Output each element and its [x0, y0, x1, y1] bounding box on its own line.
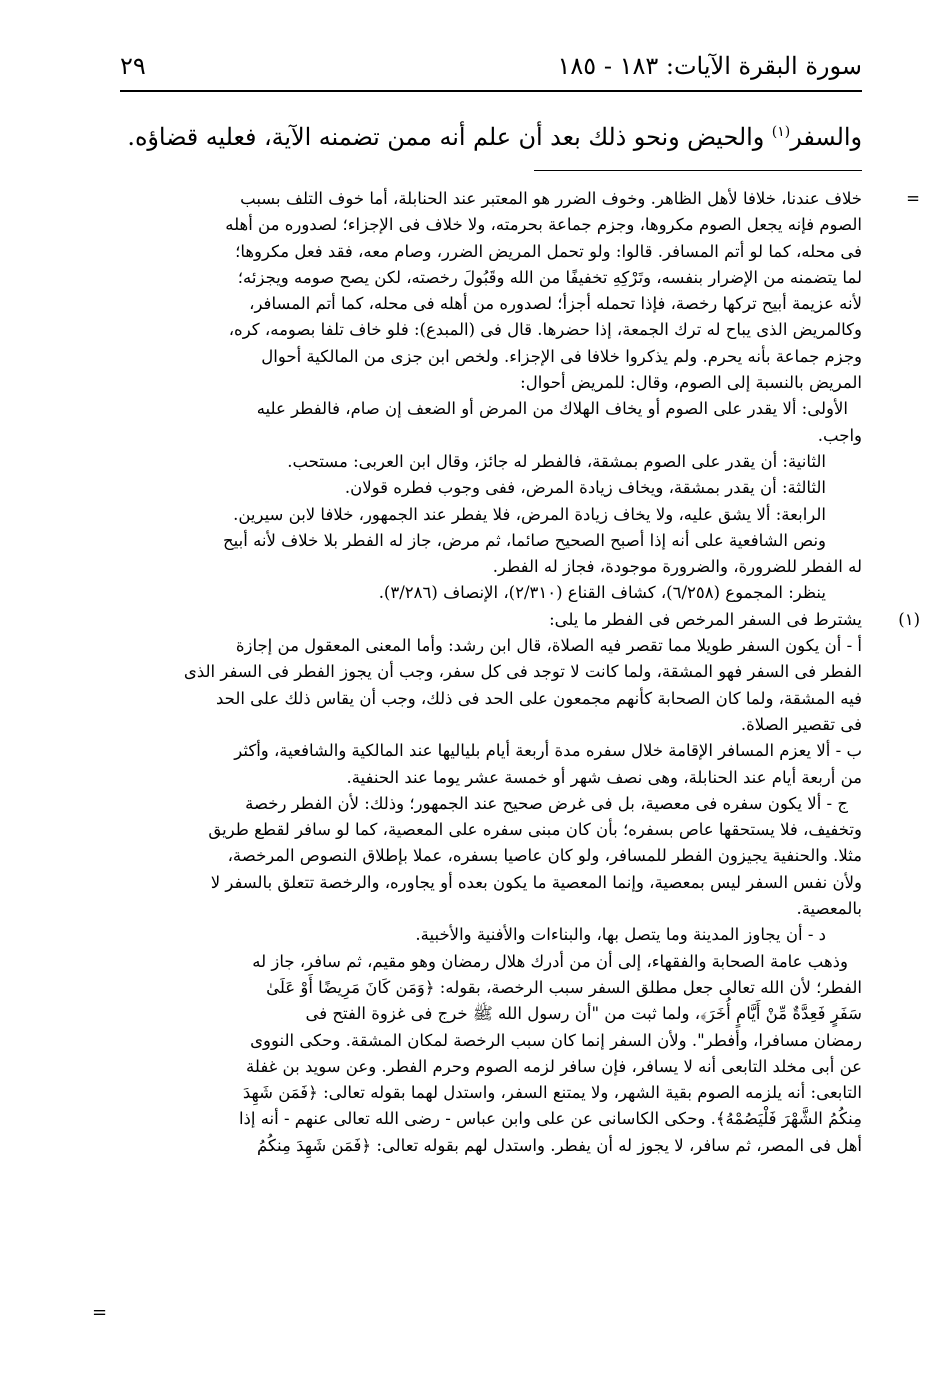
footnote-line: الصوم فإنه يجعل الصوم مكروها، وجزم جماعة بحرمته، ولا خلاف فى الإجزاء؛ لصدوره من أهله — [225, 215, 862, 235]
continuation-marker: = — [906, 189, 920, 208]
main-text — [120, 112, 862, 157]
footnote-line: عن أبى مخلد التابعى أنه لا يسافر، فإن سافر لزمه الصوم وحرم الفطر. وعن سويد بن غفلة — [246, 1056, 862, 1076]
footnote-line: لأنه عزيمة أبيح تركها رخصة، فإذا تحمله أجزأ؛ لصدوره من أهله فى محله، كما أتم المسافر، — [249, 294, 862, 314]
footnote-line: أهل فى المصر، ثم سافر، لا يجوز له أن يفطر. واستدل لهم بقوله تعالى: ﴿فَمَن شَهِدَ مِنكُمُ — [256, 1135, 862, 1155]
main-text-rest: والحيض ونحو ذلك بعد أن علم أنه ممن تضمنه الآية، فعليه قضاؤه. — [127, 122, 772, 151]
footnote-line: وكالمريض الذى يباح له ترك الجمعة، إذا حضرها. قال فى (المبدع): فلو خاف تلفا بصومه، كره، — [228, 320, 862, 340]
footnote-line: فى محله، كما لو أتم المسافر. قالوا: ولو تحمل المريض الضرر، وصام معه، فقد فعل مكروها؛ — [235, 241, 862, 261]
footnote-line: له الفطر للضرورة، والضرورة موجودة، فجاز له الفطر. — [492, 557, 862, 577]
footnote-line: من أربعة أيام عند الحنابلة، وهى نصف شهر أو خمسة عشر يوما عند الحنفية. — [346, 767, 862, 787]
footnote-line: الثانية: أن يقدر على الصوم بمشقة، فالفطر له جائز، وقال ابن العربى: مستحب. — [287, 451, 826, 471]
footnote-line: الثالثة: أن يقدر بمشقة، ويخاف زيادة المرض، ففى وجوب فطره قولان. — [344, 478, 826, 498]
footnote-line: بالمعصية. — [796, 899, 862, 919]
footnote-line: أ - أن يكون السفر طويلا مما تقصر فيه الصلاة، قال ابن رشد: وأما المعنى المعقول من إجازة — [235, 636, 862, 656]
footnote-line: مثلا. والحنفية يجيزون الفطر للمسافر، ولو كان عاصيا بسفره، عملا بإطلاق النصوص المرخصة، — [227, 846, 862, 866]
continued-marker: = — [92, 1302, 108, 1323]
footnote-line: الرابعة: ألا يشق عليه، ولا يخاف زيادة المرض، فلا يفطر عند الجمهور، خلافا لابن سيرين. — [233, 504, 826, 524]
footnote-line: وجزم جماعة بأنه يحرم. ولم يذكروا خلافا فى الإجزاء. ولخص ابن جزى من المالكية أحوال — [261, 346, 862, 366]
footnote-reference: (١) — [771, 124, 791, 140]
footnote-line: مِنكُمُ الشَّهْرَ فَلْيَصُمْهُ﴾. وحكى الكاسانى عن على وابن عباس - رضى الله تعالى عنهم - أنه إذا — [238, 1109, 862, 1129]
footnote-line: الفطر فى السفر فهو المشقة، ولما كانت لا توجد فى كل سفر، وجب أن يجوز الفطر فى السفر الذى — [183, 662, 862, 682]
footnote-line: ب - ألا يعزم المسافر الإقامة خلال سفره مدة أربعة أيام بلياليها عند المالكية والشافعية، وأكثر — [234, 741, 862, 761]
footnote-line: ينظر: المجموع (٦/٢٥٨)، كشاف القناع (٢/٣١٠)، الإنصاف (٣/٢٨٦). — [378, 583, 826, 603]
footnote-line: فى تقصير الصلاة. — [740, 714, 862, 734]
footnote-line: ج - ألا يكون سفره فى معصية، بل فى غرض صحيح عند الجمهور؛ وذلك: لأن الفطر رخصة — [245, 793, 848, 813]
page-header — [120, 52, 862, 88]
running-title: سورة البقرة الآيات: ١٨٣ - ١٨٥ — [557, 52, 862, 80]
footnote-line: فيه المشقة، ولما كان الصحابة كأنهم مجمعون على الحد فى ذلك، وجب أن يقاس ذلك على الحد — [216, 688, 862, 708]
footnote-line-text: يشترط فى السفر المرخص فى الفطر ما يلى: — [549, 609, 862, 629]
footnote-line: رمضان مسافرا، وأفطر". ولأن السفر إنما كان سبب الرخصة لمكان المشقة. وحكى النووى — [250, 1030, 862, 1050]
footnote-line — [120, 607, 920, 633]
footnote-line-text: خلاف عندنا، خلافا لأهل الظاهر. وخوف الضرر هو المعتبر عند الحنابلة، أما خوف التلف بسبب — [240, 189, 862, 208]
footnote-line: واجب. — [817, 425, 862, 445]
footnote-line: المريض بالنسبة إلى الصوم، وقال: للمريض أحوال: — [520, 373, 862, 393]
footnote-number: (١) — [898, 609, 920, 629]
footnote-line: الأولى: ألا يقدر على الصوم أو يخاف الهلاك من المرض أو الضعف إن صام، فالفطر عليه — [256, 399, 848, 419]
main-text-start: والسفر — [790, 122, 862, 151]
header-rule — [120, 90, 862, 92]
footnote-line: وذهب عامة الصحابة والفقهاء، إلى أن من أدرك هلال رمضان وهو مقيم، ثم سافر، جاز له — [252, 951, 848, 971]
footnote-line: د - أن يجاوز المدينة وما يتصل بها، والبناءات والأفنية والأخبية. — [415, 925, 826, 945]
footnote-line: الفطر؛ لأن الله تعالى جعل مطلق السفر سبب الرخصة، بقوله: ﴿وَمَن كَانَ مَرِيضًا أَوْ عَلَىٰ — [266, 977, 862, 997]
footnote-line: ولأن نفس السفر ليس بمعصية، وإنما المعصية ما يكون بعده أو يجاوره، والرخصة تتعلق بالسفر لا — [210, 872, 862, 892]
footnotes — [120, 186, 920, 1159]
page-number: ٢٩ — [120, 52, 146, 80]
footnote-line: سَفَرٍ فَعِدَّةٌ مِّنْ أَيَّامٍ أُخَرَ﴾، ولما ثبت من "أن رسول الله ﷺ خرج فى غزوة الفتح فى — [305, 1004, 862, 1024]
footnote-separator — [534, 170, 862, 171]
footnote-line: التابعى: أنه يلزمه الصوم بقية الشهر، ولا يمتنع السفر، واستدل لهما بقوله تعالى: ﴿فَمَن شَهِدَ — [242, 1083, 862, 1103]
footnote-line: لما يتضمنه من الإضرار بنفسه، وتَرْكِهِ تخفيفًا من الله وقَبُولَ رخصته، لكن يصح صومه ويجزئه؛ — [237, 267, 862, 287]
footnote-line — [120, 186, 920, 212]
footnote-line: وتخفيف، فلا يستحقها عاص بسفره؛ بأن كان مبنى سفره على المعصية، كما لو سافر لقطع طريق — [208, 820, 862, 840]
footnote-line: ونص الشافعية على أنه إذا أصبح الصحيح صائما، ثم مرض، جاز له الفطر بلا خلاف لأنه أبيح — [223, 530, 826, 550]
